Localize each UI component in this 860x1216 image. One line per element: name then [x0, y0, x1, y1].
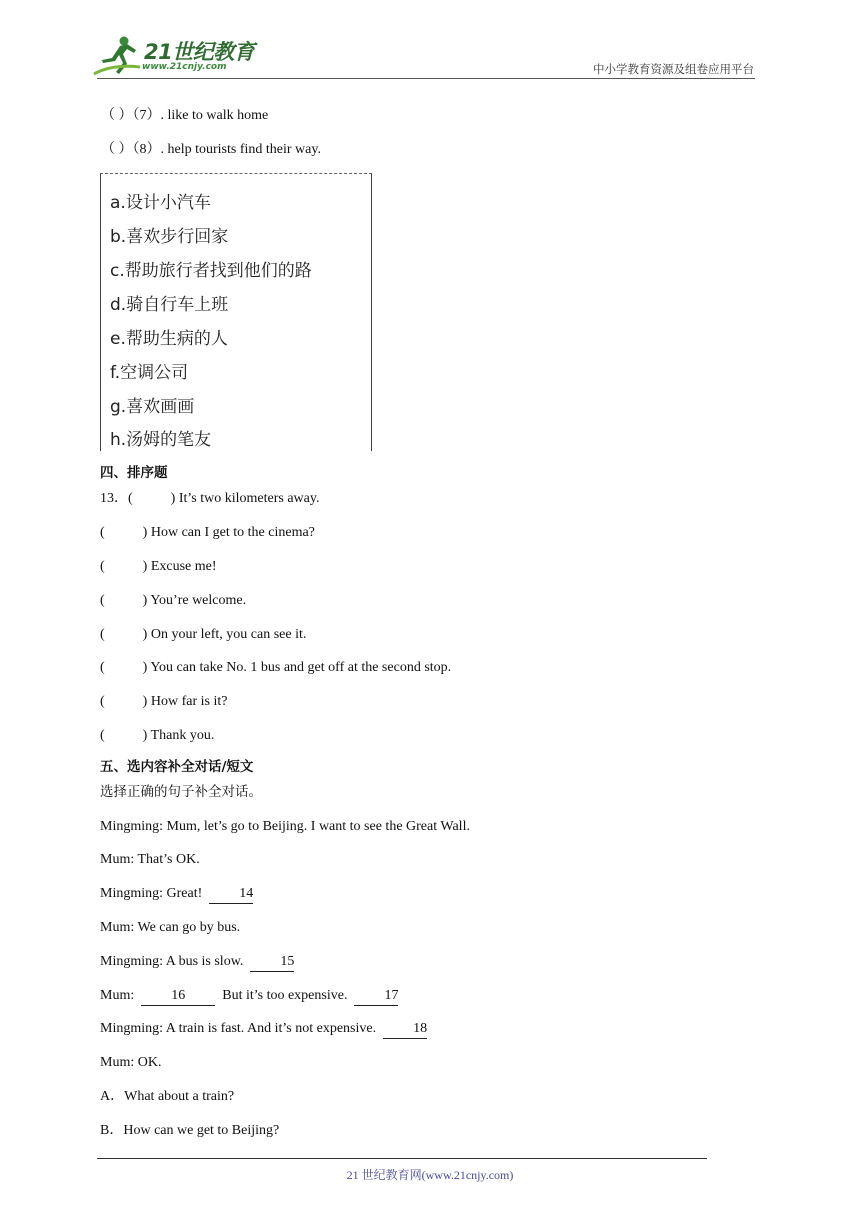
dialogue-line-2: Mum: That’s OK. [100, 852, 200, 867]
dialogue-line-3 [100, 885, 253, 904]
option-g: g.喜欢画画 [110, 397, 195, 417]
item-number: （8） [132, 142, 161, 157]
dialogue-text: Mingming: A bus is slow. [100, 954, 244, 969]
line-text: On your left, you can see it. [150, 627, 307, 642]
ordering-line-8: ( ) Thank you. [100, 728, 215, 743]
ordering-line-2: ( ) How can I get to the cinema? [100, 525, 315, 540]
matching-item-7 [101, 107, 268, 125]
dialogue-line-1: Mingming: Mum, let’s go to Beijing. I want to see the Great Wall. [100, 819, 470, 834]
options-box [100, 173, 372, 451]
answer-paren: （ ） [101, 108, 133, 123]
line-text: You’re welcome. [150, 593, 247, 608]
dialogue-text: Mingming: A train is fast. And it’s not expensive. [100, 1021, 377, 1036]
line-text: You can take No. 1 bus and get off at the second stop. [150, 660, 452, 675]
line-text: How can I get to the cinema? [150, 525, 315, 540]
logo-text: 21世纪教育 [144, 40, 255, 64]
dialogue-text-after: But it’s too expensive. [222, 988, 348, 1003]
question-number: 13． [100, 491, 128, 506]
logo-url: www.21cnjy.com [142, 62, 227, 72]
runner-logo-icon [92, 34, 144, 78]
ordering-line-4: ( ) You’re welcome. [100, 593, 247, 608]
answer-paren: （ ） [101, 142, 133, 157]
blank-15[interactable]: 15 [250, 953, 294, 972]
option-a: a.设计小汽车 [110, 193, 211, 213]
ordering-line-1: 13．( ) It’s two kilometers away. [100, 491, 320, 506]
ordering-line-5: ( ) On your left, you can see it. [100, 627, 307, 642]
blank-16[interactable]: 16 [141, 987, 215, 1006]
line-text: How far is it? [150, 694, 228, 709]
choice-text: How can we get to Beijing? [123, 1123, 280, 1138]
line-text: It’s two kilometers away. [178, 491, 320, 506]
footer-divider [97, 1158, 707, 1159]
choice-label: B． [100, 1123, 124, 1138]
option-b: b.喜欢步行回家 [110, 227, 229, 247]
blank-18[interactable]: 18 [383, 1020, 427, 1039]
item-text: . help tourists find their way. [160, 142, 321, 157]
option-f: f.空调公司 [110, 363, 189, 383]
blank-17[interactable]: 17 [354, 987, 398, 1006]
blank-14[interactable]: 14 [209, 885, 253, 904]
section-5-title: 五、选内容补全对话/短文 [100, 759, 254, 775]
dialogue-line-5 [100, 953, 294, 972]
line-text: Thank you. [150, 728, 215, 743]
ordering-line-3: ( ) Excuse me! [100, 559, 217, 574]
header-divider [97, 78, 755, 79]
dialogue-text: Mingming: Great! [100, 886, 203, 901]
item-number: （7） [132, 108, 161, 123]
dialogue-line-6 [100, 987, 398, 1006]
dialogue-text: Mum: [100, 988, 135, 1003]
dialogue-line-8: Mum: OK. [100, 1055, 162, 1070]
logo [92, 34, 262, 78]
section-4-title: 四、排序题 [100, 465, 168, 481]
footer-text: 21 世纪教育网(www.21cnjy.com) [346, 1168, 514, 1182]
matching-item-8 [101, 141, 321, 159]
option-e: e.帮助生病的人 [110, 329, 228, 349]
dialogue-line-7 [100, 1020, 427, 1039]
choice-label: A． [100, 1089, 125, 1104]
dialogue-line-4: Mum: We can go by bus. [100, 920, 241, 935]
choice-text: What about a train? [124, 1089, 235, 1104]
item-text: . like to walk home [160, 108, 269, 123]
choice-a [100, 1088, 234, 1106]
ordering-line-6: ( ) You can take No. 1 bus and get off at the second stop. [100, 660, 452, 675]
option-d: d.骑自行车上班 [110, 295, 229, 315]
line-text: Excuse me! [150, 559, 217, 574]
option-h: h.汤姆的笔友 [110, 430, 212, 450]
section-5-instruction: 选择正确的句子补全对话。 [100, 784, 262, 800]
platform-name: 中小学教育资源及组卷应用平台 [593, 62, 754, 76]
choice-b [100, 1122, 279, 1140]
option-c: c.帮助旅行者找到他们的路 [110, 261, 312, 281]
ordering-line-7: ( ) How far is it? [100, 694, 228, 709]
